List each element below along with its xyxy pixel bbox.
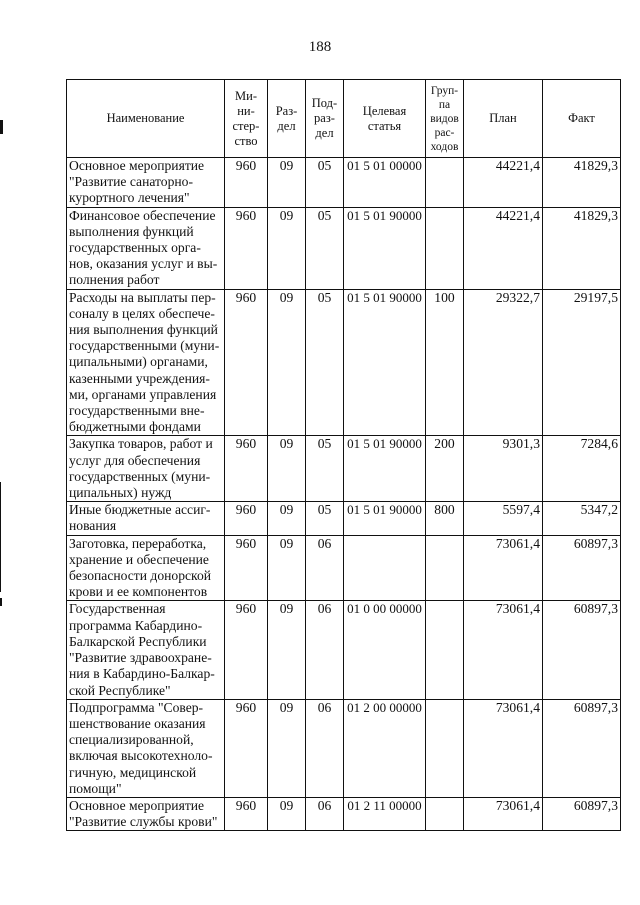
cell-subsection: 06 [306,699,344,797]
cell-expense-group: 200 [426,436,464,502]
cell-section: 09 [268,502,306,535]
cell-fact: 60897,3 [543,601,621,699]
header-name: Наименование [67,80,225,158]
cell-section: 09 [268,207,306,289]
header-ministry: Ми- ни- стер- ство [225,80,268,158]
cell-ministry: 960 [225,289,268,436]
cell-ministry: 960 [225,699,268,797]
cell-ministry: 960 [225,436,268,502]
cell-fact: 29197,5 [543,289,621,436]
cell-expense-group: 800 [426,502,464,535]
scan-edge-mark [0,598,2,606]
cell-name: Закупка товаров, работ и услуг для обеспечения государственных (муни-ципальных) нужд [67,436,225,502]
header-section: Раз- дел [268,80,306,158]
cell-target-article: 01 5 01 90000 [344,436,426,502]
cell-expense-group [426,699,464,797]
cell-plan: 29322,7 [464,289,543,436]
cell-name: Заготовка, переработка, хранение и обеспечение безопасности донорской крови и ее компонентов [67,535,225,601]
cell-ministry: 960 [225,797,268,830]
page-number: 188 [308,39,332,55]
header-plan: План [464,80,543,158]
cell-expense-group [426,601,464,699]
scan-edge-mark [0,482,1,592]
cell-subsection: 05 [306,289,344,436]
table-row [67,158,621,208]
cell-name: Основное мероприятие "Развитие службы крови" [67,797,225,830]
cell-section: 09 [268,535,306,601]
cell-name: Основное мероприятие "Развитие санаторно-курортного лечения" [67,158,225,208]
cell-subsection: 05 [306,158,344,208]
cell-plan: 73061,4 [464,699,543,797]
table-row [67,699,621,797]
cell-fact: 60897,3 [543,699,621,797]
cell-fact: 5347,2 [543,502,621,535]
cell-plan: 44221,4 [464,207,543,289]
cell-target-article: 01 5 01 90000 [344,502,426,535]
cell-subsection: 06 [306,535,344,601]
cell-target-article: 01 0 00 00000 [344,601,426,699]
cell-name: Финансовое обеспечение выполнения функций государственных орга-нов, оказания услуг и вы-полнения работ [67,207,225,289]
cell-target-article: 01 5 01 90000 [344,289,426,436]
cell-fact: 41829,3 [543,158,621,208]
cell-section: 09 [268,289,306,436]
cell-section: 09 [268,699,306,797]
cell-subsection: 06 [306,601,344,699]
cell-target-article: 01 5 01 00000 [344,158,426,208]
table-row [67,535,621,601]
cell-ministry: 960 [225,502,268,535]
cell-target-article [344,535,426,601]
cell-plan: 5597,4 [464,502,543,535]
table-header-row [67,80,621,158]
cell-fact: 7284,6 [543,436,621,502]
cell-name: Подпрограмма "Совер-шенствование оказания специализированной, включая высокотехноло-гичную, медицинской помощи" [67,699,225,797]
cell-subsection: 05 [306,436,344,502]
table-row [67,502,621,535]
cell-target-article: 01 2 11 00000 [344,797,426,830]
table-row [67,797,621,830]
cell-fact: 60897,3 [543,535,621,601]
cell-fact: 41829,3 [543,207,621,289]
header-expense-group: Груп- па видов рас- ходов [426,80,464,158]
cell-target-article: 01 2 00 00000 [344,699,426,797]
cell-ministry: 960 [225,601,268,699]
cell-section: 09 [268,436,306,502]
cell-expense-group [426,797,464,830]
cell-name: Иные бюджетные ассиг-нования [67,502,225,535]
header-subsection: Под- раз- дел [306,80,344,158]
cell-plan: 44221,4 [464,158,543,208]
cell-name: Государственная программа Кабардино-Балкарской Республики "Развитие здравоохране-ния в Кабардино-Балкар-ской Республике" [67,601,225,699]
cell-ministry: 960 [225,158,268,208]
cell-plan: 9301,3 [464,436,543,502]
cell-target-article: 01 5 01 90000 [344,207,426,289]
cell-section: 09 [268,601,306,699]
header-fact: Факт [543,80,621,158]
table-row [67,289,621,436]
table-row [67,436,621,502]
cell-section: 09 [268,797,306,830]
cell-subsection: 05 [306,207,344,289]
cell-fact: 60897,3 [543,797,621,830]
cell-ministry: 960 [225,207,268,289]
cell-plan: 73061,4 [464,601,543,699]
scan-edge-mark [0,120,3,134]
header-target: Целевая статья [344,80,426,158]
budget-table [66,79,621,831]
table-row [67,601,621,699]
cell-ministry: 960 [225,535,268,601]
cell-expense-group: 100 [426,289,464,436]
cell-expense-group [426,207,464,289]
cell-plan: 73061,4 [464,535,543,601]
cell-section: 09 [268,158,306,208]
cell-subsection: 06 [306,797,344,830]
cell-plan: 73061,4 [464,797,543,830]
cell-expense-group [426,535,464,601]
table-row [67,207,621,289]
cell-expense-group [426,158,464,208]
cell-name: Расходы на выплаты пер-соналу в целях обеспече-ния выполнения функций государственными (муни-ципальными) органами, казенными учреждения-ми, органами управления государственными вне-бюджетными фондами [67,289,225,436]
cell-subsection: 05 [306,502,344,535]
